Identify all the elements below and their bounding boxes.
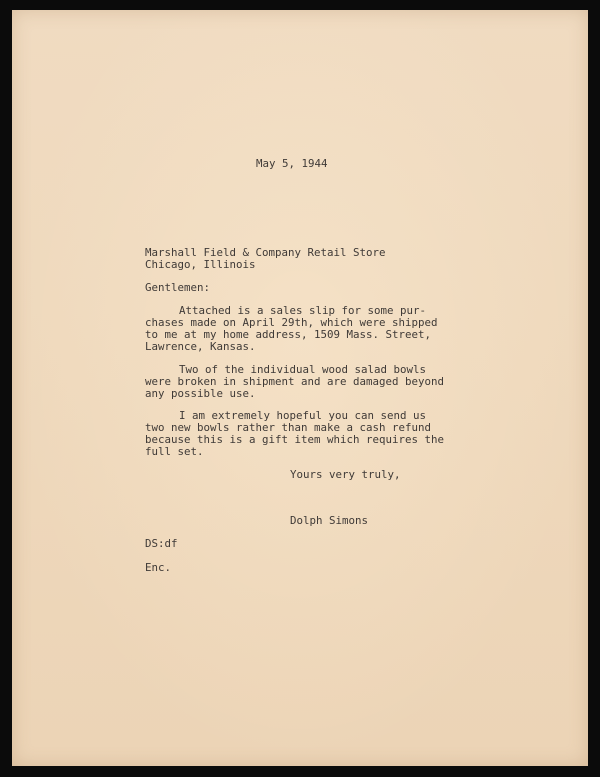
closing: Yours very truly, — [290, 468, 401, 481]
paragraph-3-line: I am extremely hopeful you can send us — [179, 409, 427, 422]
paragraph-1-line: chases made on April 29th, which were shipped — [145, 316, 438, 329]
paragraph-1-line: Attached is a sales slip for some pur- — [179, 304, 427, 317]
paragraph-1-line: Lawrence, Kansas. — [145, 340, 256, 353]
signature-name: Dolph Simons — [290, 514, 369, 527]
typist-initials: DS:df — [145, 537, 178, 550]
paragraph-2-line: were broken in shipment and are damaged beyond — [145, 375, 445, 388]
paragraph-3-line: two new bowls rather than make a cash refund — [145, 421, 432, 434]
letter-page — [12, 10, 588, 766]
salutation: Gentlemen: — [145, 281, 211, 294]
paragraph-1-line: to me at my home address, 1509 Mass. Street, — [145, 328, 432, 341]
paragraph-2-line: any possible use. — [145, 387, 256, 400]
paragraph-2-line: Two of the individual wood salad bowls — [179, 363, 427, 376]
letter-date: May 5, 1944 — [256, 157, 328, 170]
paragraph-3-line: full set. — [145, 445, 204, 458]
recipient-name: Marshall Field & Company Retail Store — [145, 246, 386, 259]
paragraph-3-line: because this is a gift item which requires the — [145, 433, 445, 446]
recipient-city: Chicago, Illinois — [145, 258, 256, 271]
enclosure-note: Enc. — [145, 561, 172, 574]
